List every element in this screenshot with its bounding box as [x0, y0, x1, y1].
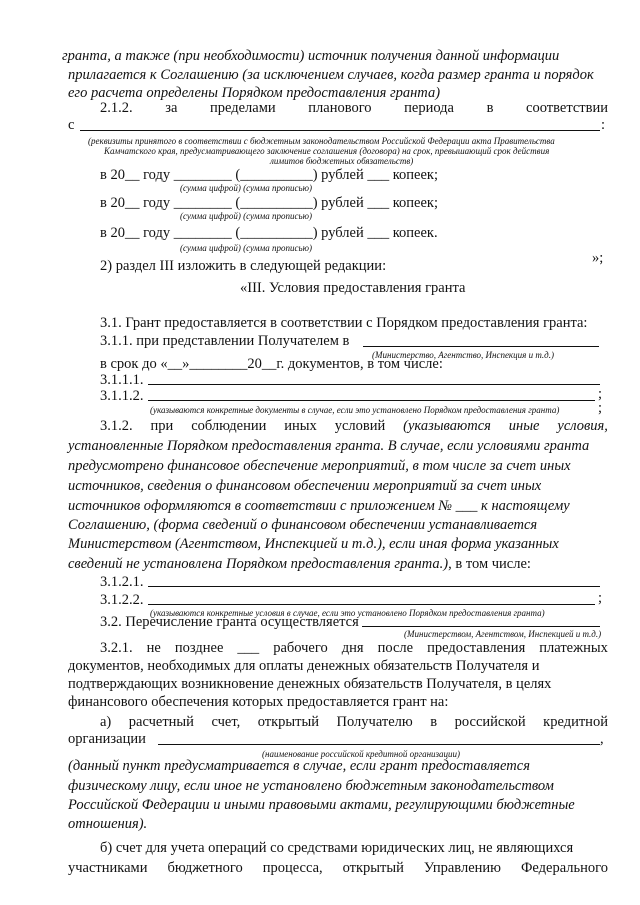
text-line: предусмотрено финансовое обеспечение мероприятий, в том числе за счет иных	[68, 458, 571, 474]
fill-line	[148, 586, 600, 587]
text-line: 3.1.1.1.	[100, 372, 144, 388]
fill-line	[148, 400, 595, 401]
text-line: Российской Федерации и иными правовыми актами, регулирующими бюджетные	[68, 797, 575, 813]
caption: (сумма цифрой) (сумма прописью)	[180, 183, 312, 193]
text-line: »;	[592, 250, 604, 266]
clause-3-1-2: 3.1.2. при соблюдении иных условий (указываются иные условия,	[100, 418, 608, 434]
text-line: организации	[68, 731, 146, 747]
text-line: ;	[598, 400, 603, 416]
text-line: (данный пункт предусматривается в случае, если грант предоставляется	[68, 758, 530, 774]
fill-line	[158, 744, 600, 745]
text-line: сведений не установлена Порядком предоставления гранта.), в том числе:	[68, 556, 531, 572]
text-line: 2) раздел III изложить в следующей редакции:	[100, 258, 387, 274]
text-line: подтверждающих возникновение денежных обязательств Получателя, в целях	[68, 676, 552, 692]
text-line: 3.2. Перечисление гранта осуществляется	[100, 614, 359, 630]
caption: (реквизиты принятого в соответствии с бюджетным законодательством Российской Федерации акта Правительства	[88, 136, 555, 146]
year-amount-line: в 20__ году ________ (__________) рублей ___ копеек;	[100, 195, 439, 211]
text-line: 3.1. Грант предоставляется в соответствии с Порядком предоставления гранта:	[100, 315, 588, 331]
text-line: его расчета определены Порядком предоставления гранта)	[68, 85, 441, 101]
caption: (сумма цифрой) (сумма прописью)	[180, 243, 312, 253]
text-line: источников, сведения о финансовом обеспечении мероприятий за счет иных	[68, 478, 542, 494]
text-line: документов, необходимых для оплаты денежных обязательств Получателя и	[68, 658, 540, 674]
text-line: ,	[600, 731, 604, 747]
fill-line	[362, 626, 600, 627]
section-heading: «III. Условия предоставления гранта	[240, 280, 466, 296]
fill-line	[148, 604, 595, 605]
text-line: :	[601, 117, 606, 133]
text-line: Соглашению, (форма сведений о финансовом обеспечении устанавливается	[68, 517, 538, 533]
text-line: в срок до «__»________20__г. документов, в том числе:	[100, 356, 443, 372]
text-line: отношения).	[68, 816, 148, 832]
text-line: 3.1.2.1.	[100, 574, 144, 590]
text-line: физическому лицу, если иное не установлено бюджетным законодательством	[68, 778, 554, 794]
text-line: 3.1.1.2.	[100, 388, 144, 404]
text-line: гранта, а также (при необходимости) источник получения данной информации	[62, 48, 560, 64]
clause-a: а) расчетный счет, открытый Получателю в российской кредитной	[100, 714, 608, 730]
text-line: Министерством (Агентством, Инспекцией и т.д.), если иная форма указанных	[68, 536, 559, 552]
caption: (сумма цифрой) (сумма прописью)	[180, 211, 312, 221]
fill-line	[80, 130, 600, 131]
text-line: финансового обеспечения которых предоставляется грант на:	[68, 694, 449, 710]
caption: лимитов бюджетных обязательств)	[270, 156, 414, 166]
caption: Камчатского края, предусматривающего заключение соглашения (договора) на срок, превышающий срок действия	[104, 146, 550, 156]
text-line: ;	[598, 590, 603, 606]
caption: (указываются конкретные документы в случае, если это установлено Порядком предоставления гранта)	[150, 405, 560, 415]
caption: (Министерством, Агентством, Инспекцией и т.д.)	[404, 629, 602, 639]
text-line: источников оформляются в соответствии с приложением № ___ к настоящему	[68, 498, 570, 514]
text-line: прилагается к Соглашению (за исключением случаев, когда размер гранта и порядок	[68, 67, 594, 83]
clause-b-continued: участниками бюджетного процесса, открытый Управлению Федерального	[68, 860, 608, 876]
year-amount-line: в 20__ году ________ (__________) рублей ___ копеек;	[100, 167, 439, 183]
fill-line	[148, 384, 600, 385]
text-line: установленные Порядком предоставления гранта. В случае, если условиями гранта	[68, 438, 590, 454]
clause-2-1-2: 2.1.2. за пределами планового периода в соответствии	[100, 100, 608, 116]
text-line: б) счет для учета операций со средствами юридических лиц, не являющихся	[100, 840, 574, 856]
caption: (указываются конкретные условия в случае, если это установлено Порядком предоставления гранта)	[150, 608, 545, 618]
year-amount-line: в 20__ году ________ (__________) рублей ___ копеек.	[100, 225, 438, 241]
caption: (наименование российской кредитной организации)	[262, 749, 461, 759]
text-line: 3.1.1. при представлении Получателем в	[100, 333, 350, 349]
fill-line	[363, 346, 599, 347]
clause-3-2-1: 3.2.1. не позднее ___ рабочего дня после предоставления платежных	[100, 640, 608, 656]
text-line: ;	[598, 386, 603, 402]
text-line: с	[68, 117, 75, 133]
caption: (Министерство, Агентство, Инспекция и т.д.)	[372, 350, 554, 360]
text-line: 3.1.2.2.	[100, 592, 144, 608]
